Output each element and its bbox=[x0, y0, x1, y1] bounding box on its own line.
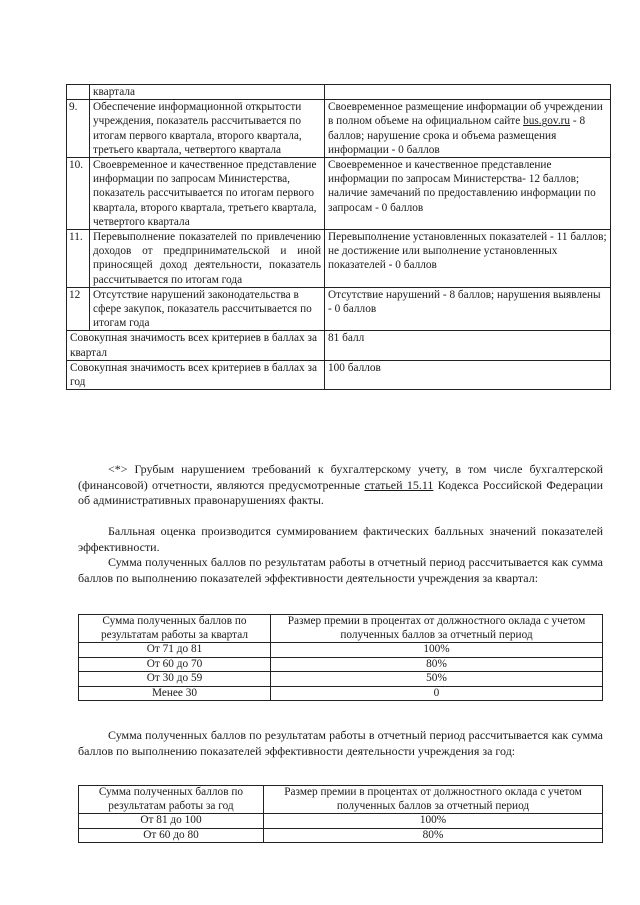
table-row bbox=[67, 230, 611, 288]
range-cell: От 30 до 59 bbox=[79, 672, 271, 687]
year-paragraph: Сумма полученных баллов по результатам работы в отчетный период рассчитывается как сумма баллов по выполнению показателей эффективности деятельности учреждения за год: bbox=[78, 728, 603, 758]
percent-cell: 50% bbox=[271, 672, 603, 687]
percent-cell: 100% bbox=[271, 643, 603, 658]
table-row bbox=[79, 814, 603, 829]
quarter-table bbox=[78, 614, 603, 701]
table-row bbox=[79, 672, 603, 687]
column-header: Размер премии в процентах от должностного оклада с учетом полученных баллов за отчетный период bbox=[264, 786, 603, 814]
footnote: <*> Грубым нарушением требований к бухгалтерскому учету, в том числе бухгалтерской (финансовой) отчетности, являются предусмотренные статьей 15.11 Кодекса Российской Федерации об административных правонарушениях факты. bbox=[78, 462, 603, 507]
table-row bbox=[67, 331, 611, 360]
total-quarter-value: 81 балл bbox=[325, 331, 611, 360]
score-text: Своевременное размещение информации об учреждении в полном объеме на официальном сайте bus.gov.ru - 8 баллов; нарушение срока и объема размещения информации - 0 баллов bbox=[325, 100, 611, 158]
scoring-paragraph: Балльная оценка производится суммированием фактических балльных значений показателей эффективности. bbox=[78, 524, 603, 554]
table-row bbox=[67, 360, 611, 389]
table-row bbox=[67, 158, 611, 230]
score-text: Перевыполнение установленных показателей - 11 баллов; не достижение или выполнение установленных показателей - 0 баллов bbox=[325, 230, 611, 288]
table-row bbox=[79, 686, 603, 701]
score-text: Своевременное и качественное представление информации по запросам Министерства- 12 баллов; наличие замечаний по предоставлению информации по запросам - 0 баллов bbox=[325, 158, 611, 230]
percent-cell: 0 bbox=[271, 686, 603, 701]
partial-cell: квартала bbox=[90, 85, 325, 100]
table-row bbox=[79, 786, 603, 814]
criterion-text: Отсутствие нарушений законодательства в сфере закупок, показатель рассчитывается по итогам года bbox=[90, 287, 325, 331]
range-cell: От 60 до 80 bbox=[79, 828, 264, 843]
quarter-paragraph: Сумма полученных баллов по результатам работы в отчетный период рассчитывается как сумма баллов по выполнению показателей эффективности деятельности учреждения за квартал: bbox=[78, 555, 603, 585]
year-table bbox=[78, 785, 603, 843]
percent-cell: 80% bbox=[264, 828, 603, 843]
criterion-text: Обеспечение информационной открытости учреждения, показатель рассчитывается по итогам первого квартала, второго квартала, третьего квартала, четвертого квартала bbox=[90, 100, 325, 158]
table-row bbox=[67, 100, 611, 158]
criteria-table bbox=[66, 84, 611, 390]
column-header: Размер премии в процентах от должностного оклада с учетом полученных баллов за отчетный период bbox=[271, 615, 603, 643]
row-number: 10. bbox=[67, 158, 90, 230]
total-quarter-label: Совокупная значимость всех критериев в баллах за квартал bbox=[67, 331, 325, 360]
article-link[interactable]: статьей 15.11 bbox=[364, 477, 434, 492]
row-number: 12 bbox=[67, 287, 90, 331]
range-cell: Менее 30 bbox=[79, 686, 271, 701]
table-row bbox=[67, 85, 611, 100]
table-row bbox=[79, 643, 603, 658]
row-number: 11. bbox=[67, 230, 90, 288]
range-cell: От 81 до 100 bbox=[79, 814, 264, 829]
range-cell: От 71 до 81 bbox=[79, 643, 271, 658]
total-year-label: Совокупная значимость всех критериев в баллах за год bbox=[67, 360, 325, 389]
criterion-text: Перевыполнение показателей по привлечению доходов от предпринимательской и иной приносящей доход деятельности, показатель рассчитывается по итогам года bbox=[90, 230, 325, 288]
table-row bbox=[79, 615, 603, 643]
site-link[interactable]: bus.gov.ru bbox=[523, 115, 571, 128]
row-number: 9. bbox=[67, 100, 90, 158]
criterion-text: Своевременное и качественное представление информации по запросам Министерства, показатель рассчитывается по итогам первого квартала, второго квартала, третьего квартала, четвертого квартала bbox=[90, 158, 325, 230]
total-year-value: 100 баллов bbox=[325, 360, 611, 389]
range-cell: От 60 до 70 bbox=[79, 657, 271, 672]
score-text: Отсутствие нарушений - 8 баллов; нарушения выявлены - 0 баллов bbox=[325, 287, 611, 331]
table-row bbox=[79, 657, 603, 672]
table-row bbox=[79, 828, 603, 843]
table-row bbox=[67, 287, 611, 331]
percent-cell: 100% bbox=[264, 814, 603, 829]
percent-cell: 80% bbox=[271, 657, 603, 672]
column-header: Сумма полученных баллов по результатам работы за квартал bbox=[79, 615, 271, 643]
column-header: Сумма полученных баллов по результатам работы за год bbox=[79, 786, 264, 814]
